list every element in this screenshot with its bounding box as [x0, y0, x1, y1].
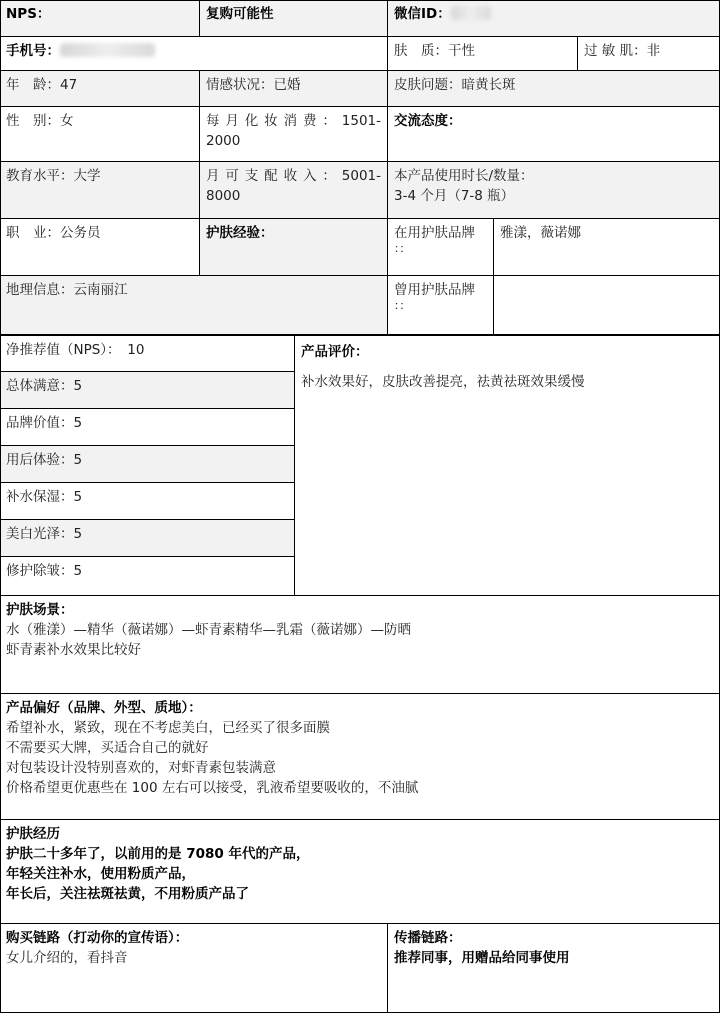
- phone-field: 手机号：: [0, 37, 388, 71]
- nps-score: 净推荐值（NPS）： 10: [0, 336, 295, 372]
- education: 教育水平：大学: [0, 162, 200, 219]
- overall-satisfaction: 总体满意：5: [0, 372, 295, 409]
- redacted-phone: [60, 43, 155, 57]
- skincare-history-label: 护肤经历: [6, 826, 60, 842]
- spread-path: 传播链路： 推荐同事，用赠品给同事使用: [388, 924, 720, 1013]
- hydration-score: 补水保湿：5: [0, 483, 295, 520]
- purchase-path-label: 购买链路（打动你的宣传语）：: [6, 930, 189, 946]
- age: 年 龄：47: [0, 71, 200, 107]
- repurchase-label: 复购可能性: [200, 0, 388, 37]
- brand-value-score: 品牌价值：5: [0, 409, 295, 446]
- nps-label: NPS：: [0, 0, 200, 37]
- disposable-income: 月可支配收入：5001- 8000: [200, 162, 388, 219]
- past-brand-value: [494, 276, 720, 335]
- spread-path-label: 传播链路：: [394, 930, 462, 946]
- product-review-text: 补水效果好，皮肤改善提亮，祛黄祛斑效果缓慢: [301, 374, 585, 390]
- current-brand-label: 在用护肤品牌 ：：: [388, 219, 494, 276]
- product-review-label: 产品评价：: [301, 344, 369, 360]
- skincare-experience-label: 护肤经验：: [200, 219, 388, 276]
- whitening-score: 美白光泽：5: [0, 520, 295, 557]
- marital-status: 情感状况：已婚: [200, 71, 388, 107]
- past-brand-label: 曾用护肤品牌 ：：: [388, 276, 494, 335]
- redacted-wechat-id: [451, 6, 491, 20]
- monthly-cosmetics-spend: 每月化妆消费：1501- 2000: [200, 107, 388, 162]
- location: 地理信息：云南丽江: [0, 276, 388, 335]
- skin-type: 肤 质：干性: [388, 37, 578, 71]
- skincare-scene-label: 护肤场景：: [6, 602, 74, 618]
- usage-experience-score: 用后体验：5: [0, 446, 295, 483]
- occupation: 职 业：公务员: [0, 219, 200, 276]
- product-preference: 产品偏好（品牌、外型、质地）： 希望补水，紧致，现在不考虑美白，已经买了很多面膜 不需要买大牌，买适合自己的就好 对包装设计没特别喜欢的，对虾青素包装满意 价格希望更优惠些在 100 左右可以接受，乳液希望要吸收的，不油腻: [0, 694, 720, 820]
- purchase-path: 购买链路（打动你的宣传语）： 女儿介绍的，看抖音: [0, 924, 388, 1013]
- wechat-id-field: 微信ID：: [388, 0, 720, 37]
- product-preference-label: 产品偏好（品牌、外型、质地）：: [6, 700, 202, 716]
- skincare-scene: 护肤场景： 水（雅漾）—精华（薇诺娜）—虾青素精华—乳霜（薇诺娜）—防晒 虾青素补水效果比较好: [0, 596, 720, 694]
- product-review: [295, 336, 720, 596]
- skin-issue: 皮肤问题：暗黄长斑: [388, 71, 720, 107]
- usage-duration: 本产品使用时长/数量： 3-4 个月（7-8 瓶）: [388, 162, 720, 219]
- skincare-history: 护肤经历 护肤二十多年了，以前用的是 7080 年代的产品， 年轻关注补水，使用粉质产品， 年长后，关注祛斑祛黄，不用粉质产品了: [0, 820, 720, 924]
- communication-attitude: 交流态度：: [388, 107, 720, 162]
- current-brand-value: 雅漾，薇诺娜: [494, 219, 720, 276]
- gender: 性 别：女: [0, 107, 200, 162]
- allergy-status: 过 敏 肌：非: [578, 37, 720, 71]
- anti-aging-score: 修护除皱：5: [0, 557, 295, 596]
